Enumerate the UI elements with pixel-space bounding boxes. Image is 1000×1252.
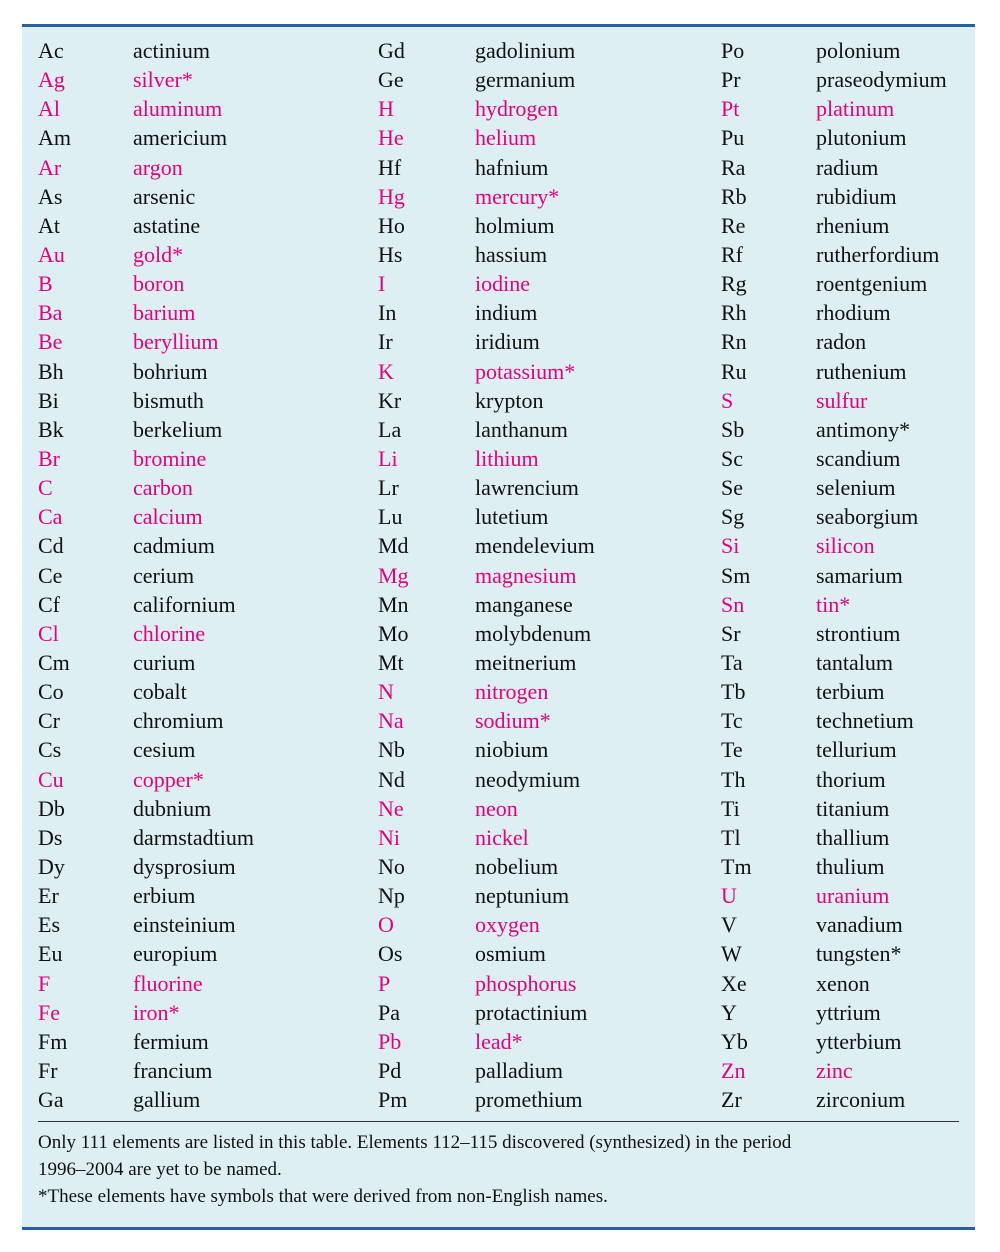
element-symbol: Dy <box>38 853 65 879</box>
element-symbol: Cf <box>38 591 60 617</box>
element-symbol: Rf <box>721 241 743 267</box>
element-symbol: Tc <box>721 708 743 734</box>
element-symbol: Sb <box>721 416 745 442</box>
element-symbol: F <box>38 970 51 996</box>
element-symbol: Rg <box>721 271 747 297</box>
element-symbol: Re <box>721 212 746 238</box>
element-name: barium <box>133 300 196 326</box>
element-name: bismuth <box>133 387 204 413</box>
element-symbol: Cm <box>38 649 70 675</box>
element-name: indium <box>475 300 538 326</box>
element-name: rhodium <box>816 300 891 326</box>
element-symbol: Fr <box>38 1057 58 1083</box>
element-name: silver* <box>133 67 193 93</box>
element-symbol: H <box>378 96 394 122</box>
element-symbol: Cl <box>38 620 59 646</box>
element-symbol: Be <box>38 329 63 355</box>
element-name: titanium <box>816 795 890 821</box>
element-name: dubnium <box>133 795 212 821</box>
element-symbol: N <box>378 679 394 705</box>
element-symbol: Hs <box>378 241 403 267</box>
element-name: hafnium <box>475 154 549 180</box>
element-name: thulium <box>816 853 885 879</box>
element-symbol: Nd <box>378 766 405 792</box>
element-symbol: Xe <box>721 970 747 996</box>
footnote <box>38 1129 958 1210</box>
element-name: copper* <box>133 766 204 792</box>
element-name: curium <box>133 649 196 675</box>
element-symbol: Pu <box>721 125 745 151</box>
element-name: lead* <box>475 1028 523 1054</box>
element-name: seaborgium <box>816 504 919 530</box>
element-symbol: Ho <box>378 212 405 238</box>
element-name: lawrencium <box>475 475 579 501</box>
element-symbol: Hf <box>378 154 402 180</box>
element-symbol: Os <box>378 941 403 967</box>
footnote-divider <box>38 1121 959 1122</box>
element-symbol: Se <box>721 475 743 501</box>
element-symbol: Mo <box>378 620 409 646</box>
element-name: holmium <box>475 212 555 238</box>
element-name: sodium* <box>475 708 551 734</box>
element-symbol: Zn <box>721 1057 746 1083</box>
element-symbol: Sg <box>721 504 745 530</box>
element-table <box>22 36 975 1116</box>
element-symbol: Ni <box>378 824 400 850</box>
element-symbol: Y <box>721 999 737 1025</box>
element-symbol: W <box>721 941 742 967</box>
element-symbol: Al <box>38 96 60 122</box>
element-symbol: Co <box>38 679 64 705</box>
element-name: phosphorus <box>475 970 577 996</box>
element-table-panel <box>22 24 975 1230</box>
footnote-line-2: 1996–2004 are yet to be named. <box>38 1159 282 1180</box>
element-symbol: At <box>38 212 60 238</box>
element-symbol: Mt <box>378 649 404 675</box>
element-name: americium <box>133 125 228 151</box>
element-symbol: Po <box>721 38 745 63</box>
element-name: chromium <box>133 708 224 734</box>
element-name: lithium <box>475 445 539 471</box>
element-name: bromine <box>133 445 207 471</box>
element-symbol: Gd <box>378 38 405 63</box>
element-name: aluminum <box>133 96 223 122</box>
element-name: vanadium <box>816 912 903 938</box>
element-symbol: Ca <box>38 504 63 530</box>
element-symbol: Pa <box>378 999 400 1025</box>
element-symbol: Ra <box>721 154 746 180</box>
element-name: molybdenum <box>475 620 592 646</box>
element-name: californium <box>133 591 236 617</box>
element-name: zirconium <box>816 1087 906 1113</box>
element-name: ruthenium <box>816 358 907 384</box>
element-symbol: Eu <box>38 941 63 967</box>
element-symbol: He <box>378 125 404 151</box>
element-name: fermium <box>133 1028 209 1054</box>
element-name: thorium <box>816 766 886 792</box>
element-name: meitnerium <box>475 649 577 675</box>
element-name: ytterbium <box>816 1028 902 1054</box>
element-name: radon <box>816 329 867 355</box>
element-name: osmium <box>475 941 546 967</box>
element-symbol: Pb <box>378 1028 402 1054</box>
element-symbol: B <box>38 271 53 297</box>
element-symbol: S <box>721 387 734 413</box>
element-symbol: Lr <box>378 475 399 501</box>
element-name: polonium <box>816 38 901 63</box>
element-name: tantalum <box>816 649 893 675</box>
element-name: europium <box>133 941 218 967</box>
element-symbol: La <box>378 416 402 442</box>
element-symbol: Er <box>38 883 59 909</box>
element-name: xenon <box>816 970 870 996</box>
element-name: bohrium <box>133 358 208 384</box>
element-symbol: Li <box>378 445 398 471</box>
element-symbol: No <box>378 853 405 879</box>
element-name: hydrogen <box>475 96 559 122</box>
element-symbol: Ge <box>378 67 404 93</box>
element-name: erbium <box>133 883 196 909</box>
element-symbol: Cs <box>38 737 62 763</box>
element-name: lutetium <box>475 504 549 530</box>
element-symbol: Pd <box>378 1057 402 1083</box>
element-name: mendelevium <box>475 533 595 559</box>
element-symbol: Rh <box>721 300 747 326</box>
element-symbol: Yb <box>721 1028 748 1054</box>
element-symbol: Rb <box>721 183 747 209</box>
element-symbol: Si <box>721 533 740 559</box>
element-name: rutherfordium <box>816 241 940 267</box>
element-symbol: K <box>378 358 394 384</box>
element-symbol: Ru <box>721 358 747 384</box>
element-symbol: Md <box>378 533 409 559</box>
element-name: neptunium <box>475 883 570 909</box>
element-name: platinum <box>816 96 895 122</box>
element-symbol: Ar <box>38 154 62 180</box>
element-name: tellurium <box>816 737 897 763</box>
element-symbol: Au <box>38 241 65 267</box>
element-name: argon <box>133 154 183 180</box>
element-symbol: Cd <box>38 533 64 559</box>
element-name: roentgenium <box>816 271 928 297</box>
element-name: gallium <box>133 1087 201 1113</box>
element-symbol: Zr <box>721 1087 742 1113</box>
element-symbol: V <box>721 912 737 938</box>
element-name: cerium <box>133 562 195 588</box>
element-name: sulfur <box>816 387 868 413</box>
element-symbol: Hg <box>378 183 405 209</box>
element-name: magnesium <box>475 562 577 588</box>
element-symbol: Na <box>378 708 404 734</box>
element-name: fluorine <box>133 970 203 996</box>
element-name: cesium <box>133 737 196 763</box>
element-name: nobelium <box>475 853 559 879</box>
element-symbol: Tb <box>721 679 746 705</box>
element-name: plutonium <box>816 125 907 151</box>
element-name: rhenium <box>816 212 890 238</box>
element-symbol: Db <box>38 795 65 821</box>
element-symbol: Cu <box>38 766 64 792</box>
element-name: helium <box>475 125 537 151</box>
element-name: potassium* <box>475 358 576 384</box>
element-name: chlorine <box>133 620 206 646</box>
element-name: berkelium <box>133 416 223 442</box>
element-name: dysprosium <box>133 853 236 879</box>
element-symbol: Ce <box>38 562 63 588</box>
element-symbol: Tm <box>721 853 752 879</box>
element-name: zinc <box>816 1057 853 1083</box>
element-symbol: Nb <box>378 737 405 763</box>
footnote-line-3: *These elements have symbols that were derived from non-English names. <box>38 1186 608 1207</box>
element-name: niobium <box>475 737 549 763</box>
element-symbol: Bk <box>38 416 64 442</box>
element-symbol: Sc <box>721 445 743 471</box>
element-symbol: U <box>721 883 737 909</box>
element-name: hassium <box>475 241 548 267</box>
element-symbol: Np <box>378 883 405 909</box>
element-name: antimony* <box>816 416 911 442</box>
element-name: promethium <box>475 1087 583 1113</box>
element-name: arsenic <box>133 183 196 209</box>
element-name: terbium <box>816 679 885 705</box>
element-name: cobalt <box>133 679 187 705</box>
element-symbol: Tl <box>721 824 741 850</box>
element-symbol: O <box>378 912 394 938</box>
element-symbol: Sm <box>721 562 751 588</box>
element-symbol: Te <box>721 737 743 763</box>
element-symbol: Ir <box>378 329 393 355</box>
element-symbol: Lu <box>378 504 403 530</box>
element-name: silicon <box>816 533 875 559</box>
element-name: palladium <box>475 1057 563 1083</box>
element-name: neon <box>475 795 518 821</box>
element-symbol: I <box>378 271 386 297</box>
element-symbol: C <box>38 475 53 501</box>
element-symbol: Ds <box>38 824 63 850</box>
element-name: mercury* <box>475 183 560 209</box>
element-symbol: Sr <box>721 620 741 646</box>
element-name: oxygen <box>475 912 540 938</box>
element-symbol: Rn <box>721 329 747 355</box>
element-symbol: As <box>38 183 63 209</box>
element-symbol: Mg <box>378 562 409 588</box>
element-name: calcium <box>133 504 203 530</box>
element-symbol: Ne <box>378 795 404 821</box>
element-name: iron* <box>133 999 180 1025</box>
element-symbol: Ga <box>38 1087 64 1113</box>
element-symbol: Ti <box>721 795 740 821</box>
element-name: boron <box>133 271 185 297</box>
element-symbol: Fm <box>38 1028 68 1054</box>
element-name: thallium <box>816 824 890 850</box>
element-symbol: P <box>378 970 391 996</box>
element-name: darmstadtium <box>133 824 254 850</box>
element-name: protactinium <box>475 999 588 1025</box>
element-name: beryllium <box>133 329 219 355</box>
element-name: neodymium <box>475 766 581 792</box>
element-symbol: Ta <box>721 649 743 675</box>
element-name: carbon <box>133 475 193 501</box>
element-symbol: Ag <box>38 67 65 93</box>
element-symbol: Am <box>38 125 71 151</box>
element-name: nickel <box>475 824 529 850</box>
element-name: yttrium <box>816 999 881 1025</box>
element-symbol: Bh <box>38 358 64 384</box>
element-name: tin* <box>816 591 851 617</box>
element-name: gadolinium <box>475 38 576 63</box>
footnote-line-1: Only 111 elements are listed in this table. Elements 112–115 discovered (synthesized) in the period <box>38 1132 792 1153</box>
element-name: technetium <box>816 708 914 734</box>
element-symbol: Cr <box>38 708 60 734</box>
element-symbol: Ac <box>38 38 64 63</box>
element-name: rubidium <box>816 183 897 209</box>
element-symbol: Sn <box>721 591 745 617</box>
element-symbol: Ba <box>38 300 63 326</box>
element-symbol: Pr <box>721 67 741 93</box>
element-name: francium <box>133 1057 213 1083</box>
element-name: cadmium <box>133 533 215 559</box>
element-symbol: Bi <box>38 387 59 413</box>
element-name: germanium <box>475 67 576 93</box>
element-name: selenium <box>816 475 896 501</box>
element-name: iridium <box>475 329 540 355</box>
element-name: iodine <box>475 271 530 297</box>
element-name: praseodymium <box>816 67 947 93</box>
element-name: scandium <box>816 445 901 471</box>
element-symbol: In <box>378 300 397 326</box>
element-name: nitrogen <box>475 679 549 705</box>
element-symbol: Es <box>38 912 60 938</box>
element-symbol: Kr <box>378 387 402 413</box>
element-name: einsteinium <box>133 912 236 938</box>
element-symbol: Pt <box>721 96 740 122</box>
element-symbol: Fe <box>38 999 60 1025</box>
element-symbol: Th <box>721 766 746 792</box>
element-name: actinium <box>133 38 210 63</box>
element-symbol: Br <box>38 445 60 471</box>
element-name: gold* <box>133 241 184 267</box>
element-name: krypton <box>475 387 544 413</box>
element-name: lanthanum <box>475 416 568 442</box>
element-name: strontium <box>816 620 901 646</box>
element-name: radium <box>816 154 879 180</box>
element-name: tungsten* <box>816 941 902 967</box>
element-name: astatine <box>133 212 201 238</box>
element-symbol: Pm <box>378 1087 408 1113</box>
element-name: manganese <box>475 591 573 617</box>
element-symbol: Mn <box>378 591 409 617</box>
element-name: samarium <box>816 562 903 588</box>
element-name: uranium <box>816 883 890 909</box>
